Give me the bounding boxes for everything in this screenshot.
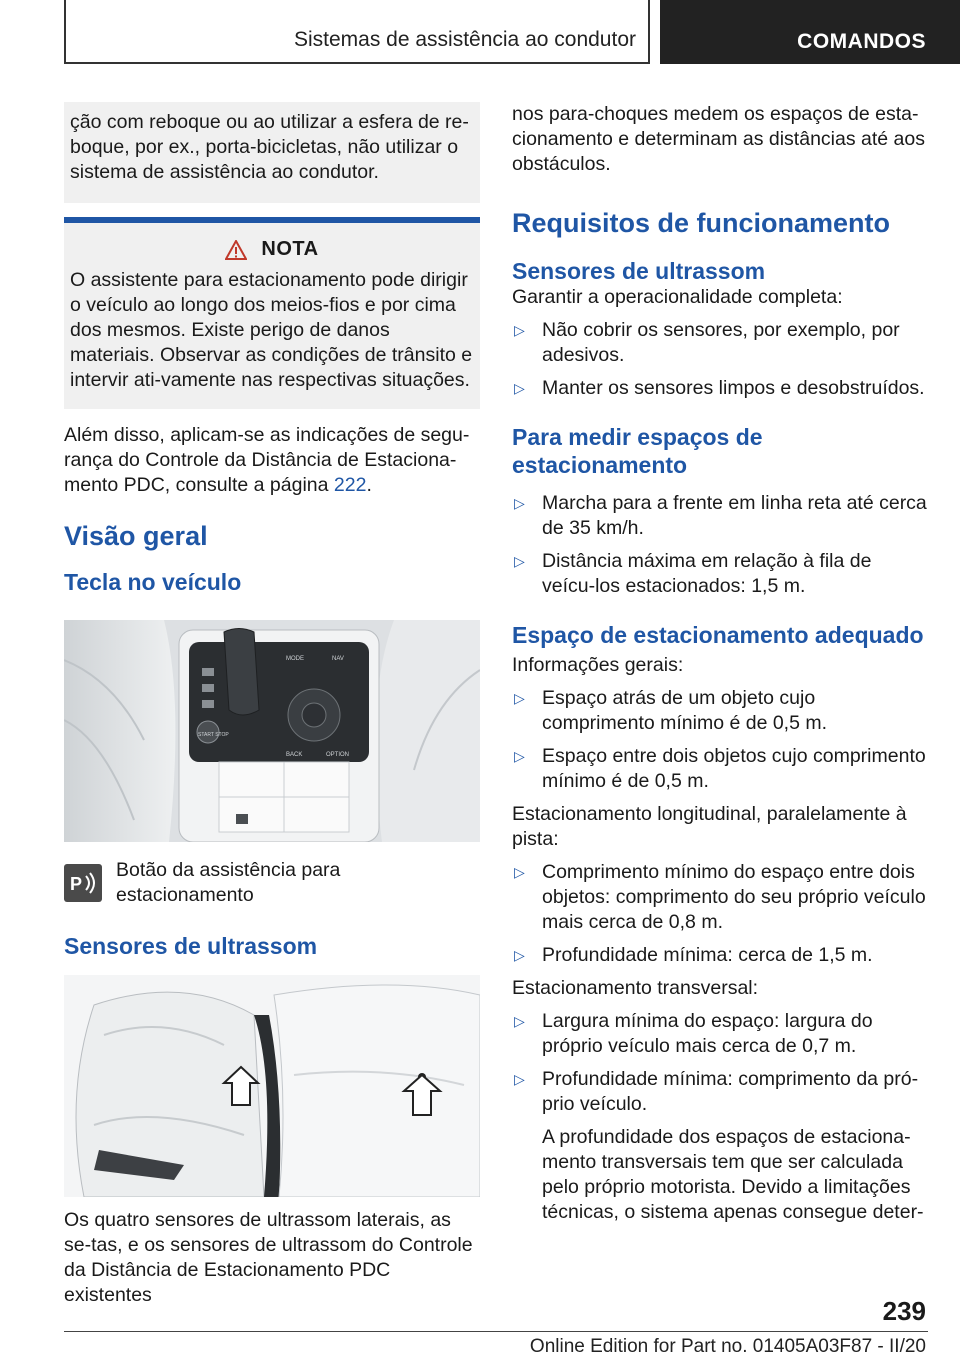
bullet-triangle-icon: ▷ <box>514 1071 525 1087</box>
bullet-triangle-icon: ▷ <box>514 495 525 511</box>
page-222-link[interactable]: 222 <box>333 474 367 496</box>
transversal-intro: Estacionamento transversal: <box>512 977 759 999</box>
heading-measure-spaces: Para medir espaços de estacionamento <box>512 424 763 478</box>
list-item: ▷ Largura mínima do espaço: largura do próprio veículo mais cerca de 0,7 m. <box>514 1010 873 1057</box>
sensors-description: Os quatro sensores de ultrassom laterais, as se-tas, e os sensores de ultrassom do Controle da Distância de Estacionamento PDC existentes <box>64 1209 473 1306</box>
sensors-description-wrap <box>64 1208 480 1308</box>
section-title: Sistemas de assistência ao condutor <box>293 28 636 51</box>
page-number: 239 <box>882 1296 926 1326</box>
note-title-label: NOTA <box>261 238 319 260</box>
transversal-note: A profundidade dos espaços de estaciona-mento transversais tem que ser calculada pelo próprio motorista. Devido a limitações técnicas, o sistema apenas consegue deter- <box>542 1126 924 1223</box>
console-image <box>64 620 480 842</box>
note-title <box>70 237 474 262</box>
pdc-reference-end: . <box>366 474 372 496</box>
console-nav-label: NAV <box>332 656 344 662</box>
sensors-intro: Garantir a operacionalidade completa: <box>512 286 843 308</box>
list-item: ▷ Não cobrir os sensores, por exemplo, por adesivos. <box>514 319 900 366</box>
bullet-triangle-icon: ▷ <box>514 748 525 764</box>
svg-text:P: P <box>70 874 83 894</box>
list-item: ▷ Manter os sensores limpos e desobstruídos. <box>514 377 925 399</box>
bullet-triangle-icon: ▷ <box>514 380 525 396</box>
list-item: ▷ Espaço atrás de um objeto cujo comprimento mínimo é de 0,5 m. <box>514 687 828 734</box>
bullet-triangle-icon: ▷ <box>514 322 525 338</box>
edition-info: Online Edition for Part no. 01405A03F87 - II/20 <box>529 1336 926 1357</box>
console-mode-label: MODE <box>286 656 304 662</box>
heading-suitable-space: Espaço de estacionamento adequado <box>512 622 924 648</box>
warning-continuation-text: ção com reboque ou ao utilizar a esfera de re-boque, por ex., porta-bicicletas, não utilizar o sistema de assistência ao condutor. <box>70 111 469 183</box>
left-sensors-heading-wrap <box>64 932 480 960</box>
bullet-triangle-icon: ▷ <box>514 553 525 569</box>
chapter-tab[interactable] <box>660 0 960 64</box>
bullet-triangle-icon: ▷ <box>514 947 525 963</box>
list-item: ▷ Marcha para a frente em linha reta até cerca de 35 km/h. <box>514 492 927 539</box>
note-box <box>64 217 480 409</box>
parking-assistant-button-icon <box>64 864 102 902</box>
warning-continuation-box <box>64 102 480 203</box>
list-item: ▷ Espaço entre dois objetos cujo comprimento mínimo é de 0,5 m. <box>514 745 926 792</box>
center-console-drawing <box>64 620 480 842</box>
list-item: ▷ Profundidade mínima: comprimento da pró-prio veículo. <box>514 1068 919 1115</box>
heading-requirements: Requisitos de funcionamento <box>512 208 891 238</box>
heading-key-in-vehicle: Tecla no veículo <box>64 569 242 595</box>
pdc-reference-paragraph <box>64 423 480 498</box>
caption-text: Botão da assistência para estacionamento <box>116 859 341 906</box>
list-item: ▷ Profundidade mínima: cerca de 1,5 m. <box>514 944 873 966</box>
pdc-reference-text: Além disso, aplicam-se as indicações de segu-rança do Controle da Distância de Estaciona-mento PDC, consulte a página <box>64 424 470 496</box>
heading-overview: Visão geral <box>64 521 208 551</box>
left-column-top <box>64 102 480 596</box>
bullet-triangle-icon: ▷ <box>514 1013 525 1029</box>
bumper-image <box>64 975 480 1197</box>
header-rule-right <box>648 0 650 62</box>
console-back-label: BACK <box>286 752 303 758</box>
longitudinal-intro: Estacionamento longitudinal, paralelamente à pista: <box>512 803 907 850</box>
bullet-triangle-icon: ▷ <box>514 690 525 706</box>
warning-triangle-icon <box>225 240 247 260</box>
list-item: ▷ Comprimento mínimo do espaço entre dois objetos: comprimento do seu próprio veículo mais cerca de 0,8 m. <box>514 861 926 933</box>
heading-ultrasonic-sensors: Sensores de ultrassom <box>64 933 318 959</box>
bullet-triangle-icon: ▷ <box>514 864 525 880</box>
general-info: Informações gerais: <box>512 654 684 676</box>
header-rule-bottom <box>64 62 650 64</box>
intro-continuation: nos para-choques medem os espaços de esta-cionamento e determinam as distâncias até aos obstáculos. <box>512 103 925 175</box>
bumper-sensors-drawing <box>64 975 480 1197</box>
console-option-label: OPTION <box>326 752 350 758</box>
chapter-tab-label: COMANDOS <box>797 30 926 53</box>
list-item: ▷ Distância máxima em relação à fila de veícu-los estacionados: 1,5 m. <box>514 550 872 597</box>
console-start-label: START STOP <box>198 732 229 738</box>
footer-rule <box>64 1331 928 1332</box>
note-text: O assistente para estacionamento pode dirigir o veículo ao longo dos meios-fios e por cima dos mesmos. Existe perigo de danos materiais. Observar as condições de trânsito e intervir ati-vamente nas respectivas situações. <box>70 269 473 391</box>
heading-sensors-right: Sensores de ultrassom <box>512 258 766 284</box>
right-column <box>512 102 928 1225</box>
